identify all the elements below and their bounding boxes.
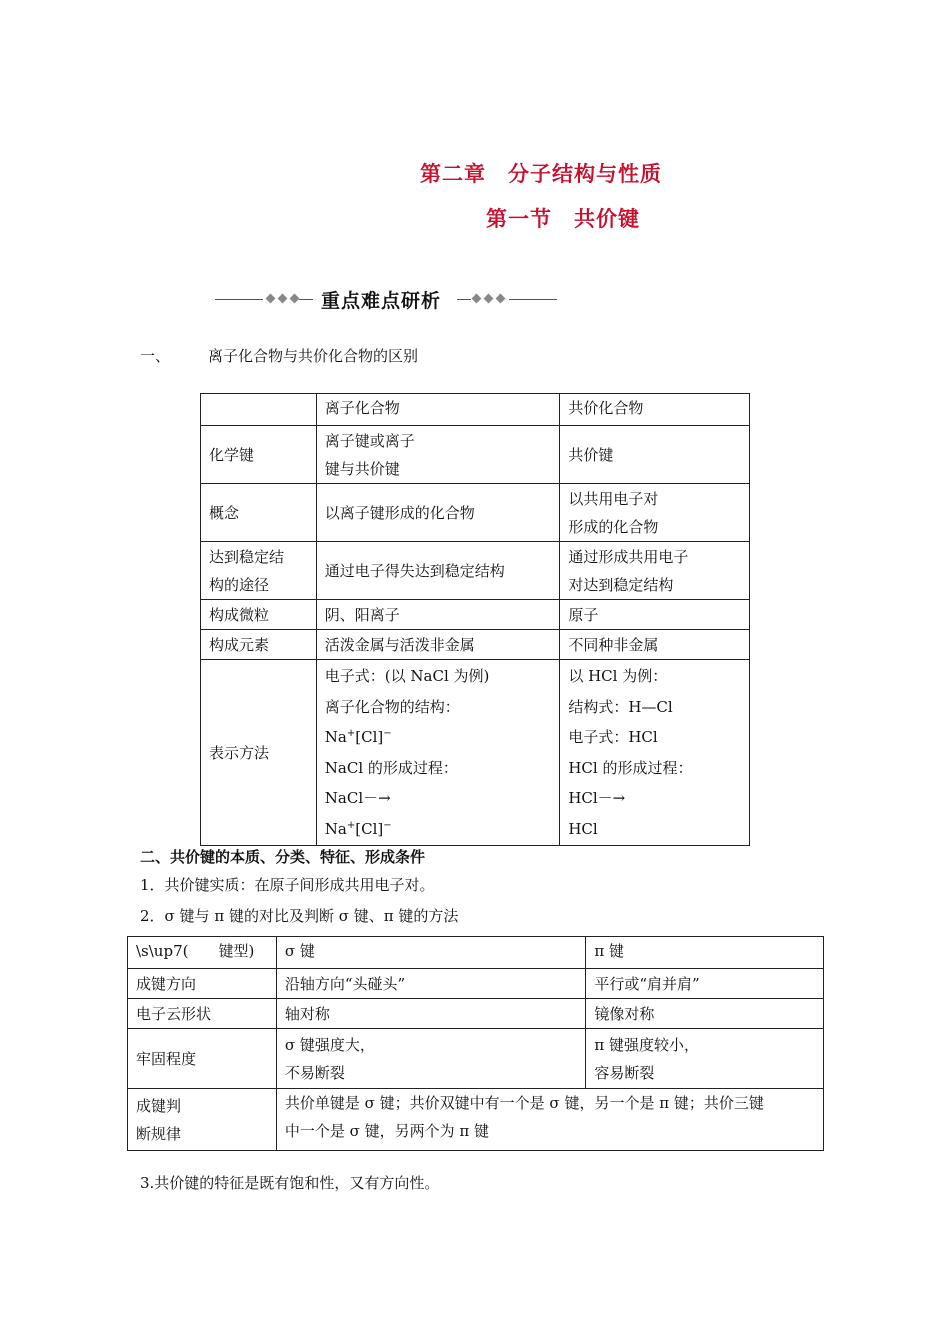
table-cell: 平行或“肩并肩” xyxy=(586,969,824,999)
cell-line: 电子式：(以 NaCl 为例) xyxy=(324,667,490,685)
diamond-ornament-icon xyxy=(290,294,300,304)
table-row xyxy=(201,484,750,542)
cell-line: 断规律 xyxy=(136,1124,182,1143)
table-row xyxy=(128,999,824,1029)
chapter-title: 第二章 分子结构与性质 xyxy=(420,161,662,186)
table-row xyxy=(201,630,750,660)
table-cell: 轴对称 xyxy=(276,999,585,1029)
formula-text: Na xyxy=(324,728,347,746)
table-cell: 共价键 xyxy=(560,426,750,484)
part1-heading xyxy=(140,345,418,366)
cell-line: π 键强度较小， xyxy=(594,1035,699,1054)
cell-line: 容易断裂 xyxy=(594,1063,655,1082)
cell-line: 共价单键是 σ 键；共价双键中有一个是 σ 键，另一个是 π 键；共价三键 xyxy=(284,1094,764,1112)
table-cell: 活泼金属与活泼非金属 xyxy=(316,630,560,660)
formula-text: Na xyxy=(324,819,347,838)
section-title: 第一节 共价键 xyxy=(486,206,640,231)
cell-line: NaCl－→ xyxy=(324,789,391,807)
table-cell xyxy=(276,1029,585,1089)
row-label-particle: 构成微粒 xyxy=(201,600,317,630)
header-sigma: σ 键 xyxy=(276,937,585,969)
row-label-strength: 牢固程度 xyxy=(128,1029,277,1089)
diamond-ornament-icon xyxy=(484,294,494,304)
cell-line: 形成的化合物 xyxy=(568,517,659,536)
row-label-bond: 化学键 xyxy=(201,426,317,484)
row-label-rule xyxy=(128,1089,277,1151)
cell-line: 通过形成共用电子 xyxy=(568,547,689,566)
row-label-stable xyxy=(201,542,317,600)
charge-superscript: − xyxy=(383,819,392,831)
sigma-pi-table xyxy=(127,936,824,1151)
table-row xyxy=(201,426,750,484)
row-label-direction: 成键方向 xyxy=(128,969,277,999)
banner-line-inner-right xyxy=(457,299,471,300)
row-label-element: 构成元素 xyxy=(201,630,317,660)
table-row xyxy=(128,969,824,999)
part1-number: 一、 xyxy=(140,347,171,365)
header-bond-type: \s\up7( 键型) xyxy=(128,937,277,969)
charge-superscript: − xyxy=(383,728,392,739)
banner-line-inner-left xyxy=(299,299,313,300)
table-cell: 镜像对称 xyxy=(586,999,824,1029)
item-2: 2．σ 键与 π 键的对比及判断 σ 键、π 键的方法 xyxy=(140,907,459,925)
section-banner xyxy=(215,284,557,314)
item-1: 1．共价键实质：在原子间形成共用电子对。 xyxy=(140,876,435,894)
diamond-ornament-icon xyxy=(472,294,482,304)
table-row xyxy=(201,542,750,600)
item-3: 3.共价键的特征是既有饱和性，又有方向性。 xyxy=(140,1174,440,1192)
table-cell: 阴、阳离子 xyxy=(316,600,560,630)
cell-line: 离子化合物的结构： xyxy=(324,697,460,716)
table-cell: 以离子键形成的化合物 xyxy=(316,484,560,542)
table-cell xyxy=(316,660,560,846)
formula-text: [Cl] xyxy=(355,728,384,746)
cell-line: 不易断裂 xyxy=(284,1063,345,1082)
cell-line: HCl 的形成过程： xyxy=(568,758,693,777)
table-row xyxy=(128,937,824,969)
ionic-covalent-table xyxy=(200,393,750,846)
cell-line: 对达到稳定结构 xyxy=(568,575,674,594)
cell-line: 以 HCl 为例： xyxy=(568,667,668,685)
table-cell: 原子 xyxy=(560,600,750,630)
table-row xyxy=(201,394,750,426)
table-cell xyxy=(560,542,750,600)
table-cell xyxy=(316,426,560,484)
cell-line: 中一个是 σ 键，另两个为 π 键 xyxy=(284,1122,490,1140)
table-cell: 不同种非金属 xyxy=(560,630,750,660)
table-row xyxy=(128,1089,824,1151)
table-row xyxy=(128,1029,824,1089)
header-pi: π 键 xyxy=(586,937,824,969)
table-cell xyxy=(201,394,317,426)
cell-line: 构的途径 xyxy=(209,575,270,594)
cell-line xyxy=(325,814,552,845)
row-label-concept: 概念 xyxy=(201,484,317,542)
cell-line: 成键判 xyxy=(136,1096,182,1115)
cell-line: 以共用电子对 xyxy=(568,489,659,508)
cell-line: 电子式：HCl xyxy=(568,728,658,746)
formula-text: [Cl] xyxy=(355,819,384,838)
cell-line: 离子键或离子 xyxy=(324,431,415,450)
diamond-ornament-icon xyxy=(278,294,288,304)
diamond-ornament-icon xyxy=(496,294,506,304)
table-cell: 沿轴方向“头碰头” xyxy=(276,969,585,999)
diamond-ornament-icon xyxy=(266,294,276,304)
banner-title: 重点难点研析 xyxy=(321,290,442,312)
charge-superscript: + xyxy=(346,728,356,739)
cell-line: HCl－→ xyxy=(568,789,626,807)
header-covalent: 共价化合物 xyxy=(560,394,750,426)
header-ionic: 离子化合物 xyxy=(316,394,560,426)
cell-line: 结构式：H—Cl xyxy=(568,697,673,716)
banner-line-right xyxy=(509,299,557,300)
cell-line: HCl xyxy=(568,819,598,838)
table-cell: 通过电子得失达到稳定结构 xyxy=(316,542,560,600)
part2-heading: 二、共价键的本质、分类、特征、形成条件 xyxy=(140,848,426,866)
row-label-cloud: 电子云形状 xyxy=(128,999,277,1029)
cell-line: 键与共价键 xyxy=(324,459,400,478)
row-label-representation: 表示方法 xyxy=(201,660,317,846)
cell-line: 达到稳定结 xyxy=(209,547,285,566)
cell-line: σ 键强度大， xyxy=(284,1035,375,1054)
table-cell xyxy=(586,1029,824,1089)
cell-line: NaCl 的形成过程： xyxy=(324,758,458,777)
cell-line xyxy=(325,722,552,753)
table-cell xyxy=(560,484,750,542)
rule-cell xyxy=(276,1089,823,1151)
banner-line-left xyxy=(215,299,263,300)
charge-superscript: + xyxy=(346,819,356,831)
table-row xyxy=(201,600,750,630)
table-row xyxy=(201,660,750,846)
part1-title: 离子化合物与共价化合物的区别 xyxy=(208,347,419,365)
table-cell xyxy=(560,660,750,846)
